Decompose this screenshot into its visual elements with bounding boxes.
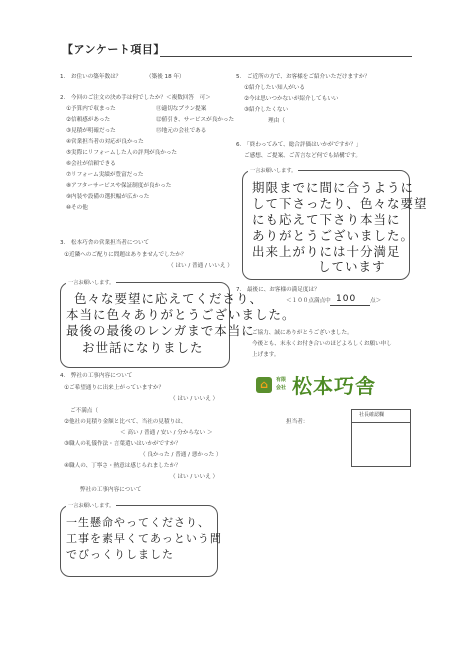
q2-option: ②信頼感があった — [66, 117, 111, 123]
q5-option: ③紹介したくない — [244, 107, 289, 113]
q2-option: ⑤実際にリフォームした人の評判が良かった — [66, 150, 178, 156]
q4-sub3: ③職人の礼儀作法・言葉遣いはいかがですか？ — [64, 441, 181, 447]
q3-box-label: 一言お願いします。 — [68, 280, 115, 286]
q6-comment-line: 出来上がりには十分満足 — [252, 244, 401, 259]
company-logo: 松本巧舎 — [292, 374, 376, 398]
q4-sub1: ①ご希望通りに出来上がっていますか？ — [64, 385, 165, 391]
q6-box-label: 一言お願いします。 — [250, 168, 297, 174]
staff-label: 担当者： — [286, 419, 309, 425]
q3-comment-line: 本当に色々ありがとうございました。 — [66, 307, 296, 322]
q6-comment-line: にも応えて下さり本当に — [252, 212, 401, 227]
q3-comment-line: お世話になりました — [82, 340, 204, 355]
q4-label: 4. 弊社の工事内容について — [60, 373, 133, 379]
q2-option-right: ⑪適切なプラン提案 — [156, 106, 207, 112]
q3-label: 3. 松本巧舎の営業担当者について — [60, 240, 150, 246]
q4-sub5: 弊社の工事内容について — [80, 487, 142, 493]
q4-sub3-choices: （ 良かった / 普通 / 悪かった ） — [140, 452, 222, 458]
q4-sub1-extra: ご不満点（ — [70, 408, 98, 414]
q4-sub2-choices: ＜ 高い / 普通 / 安い / 分からない ＞ — [120, 430, 213, 436]
q2-option: ⑥会社が信頼できる — [66, 161, 116, 167]
page-title: 【アンケート項目】 — [62, 43, 165, 56]
q2-option-right: ⑬地元の会社である — [156, 128, 207, 134]
house-logo-icon: ⌂ — [256, 377, 272, 393]
logo-sub-bottom: 会社 — [276, 385, 287, 391]
q5-option: ②今は思いつかないが紹介してもいい — [244, 96, 339, 102]
q4-comment-line: 一生懸命やってくださり、 — [66, 516, 210, 529]
q5-label: 5. ご近所の方で、お客様をご紹介いただけますか？ — [236, 74, 370, 80]
q4-sub4: ④職人の、丁寧さ・熱意は感じられましたか？ — [64, 463, 181, 469]
title-rule — [160, 56, 412, 57]
q3-comment-line: 色々な要望に応えてくださり、 — [74, 291, 264, 306]
q7-score: 100 — [336, 294, 357, 304]
thanks-line: 今後とも、末永くお付き合いのほどよろしくお願い申し — [252, 341, 392, 347]
q6-label: 6. 「終わってみて、総合評価はいかがですか？」 — [236, 142, 362, 148]
q4-box-label: 一言お願いします。 — [68, 503, 115, 509]
approval-label: 社長確認欄 — [359, 412, 385, 418]
q6-comment-line: ありがとうございました。 — [252, 228, 415, 243]
q2-label: 2. 今回のご注文の決め手は何でしたか？＜複数回答 可＞ — [60, 95, 211, 101]
q2-option: ③見積が明確だった — [66, 128, 116, 134]
q4-comment-line: でびっくりしました — [66, 548, 174, 561]
q6-comment-line: 期限までに間に合うように — [252, 180, 415, 195]
q1-value: （築後 18 年） — [146, 74, 185, 80]
logo-sub-top: 有限 — [276, 377, 287, 383]
q3-choices: （ はい / 普通 / いいえ ） — [168, 263, 233, 269]
q3-sub: ①近隣へのご配りに問題はありませんでしたか？ — [64, 252, 187, 258]
q5-option: ①紹介したい知人がいる — [244, 85, 305, 91]
thanks-line: 上げます。 — [252, 352, 280, 358]
q7-score-unit: 点＞ — [370, 298, 382, 304]
q5-reason-label: 理由（ — [268, 118, 285, 124]
thanks-line: ご協力、誠にありがとうございました。 — [252, 330, 353, 336]
q6-sub: ご感想、ご提案、ご苦言など何でも結構です。 — [244, 153, 362, 159]
q2-option: ⑨内装や設備の選択幅が広かった — [66, 194, 150, 200]
q2-option: ①予算内で収まった — [66, 106, 116, 112]
q4-comment-line: 工事を素早くてあっという間 — [66, 532, 222, 545]
q2-option: ⑦リフォーム実績が豊富だった — [66, 172, 144, 178]
q3-comment-line: 最後の最後のレンガまで本当に — [66, 323, 255, 338]
q2-option-right: ⑫値引き、サービスが良かった — [156, 117, 235, 123]
q4-sub4-choices: （ はい / いいえ ） — [170, 474, 219, 480]
q4-sub2: ②他社の見積り金額と比べて、当社の見積りは、 — [64, 419, 187, 425]
q6-comment-line: しています — [318, 259, 386, 274]
q7-score-underline — [330, 305, 370, 306]
q2-option: ⑧アフターサービスや保証制度が良かった — [66, 183, 172, 189]
q2-option: ⑩その他 — [66, 205, 88, 211]
q1-label: 1. お住いの築年数は？ — [60, 74, 122, 80]
q6-comment-line: して下さったり、色々な要望 — [252, 196, 428, 211]
q2-option: ④営業担当者の対応が良かった — [66, 139, 144, 145]
q7-label: 7. 最後に、お客様の満足度は？ — [236, 287, 320, 293]
q4-sub1-choices: （ はい / いいえ ） — [170, 396, 219, 402]
q7-score-line: ＜１００点満点中 — [286, 298, 331, 304]
